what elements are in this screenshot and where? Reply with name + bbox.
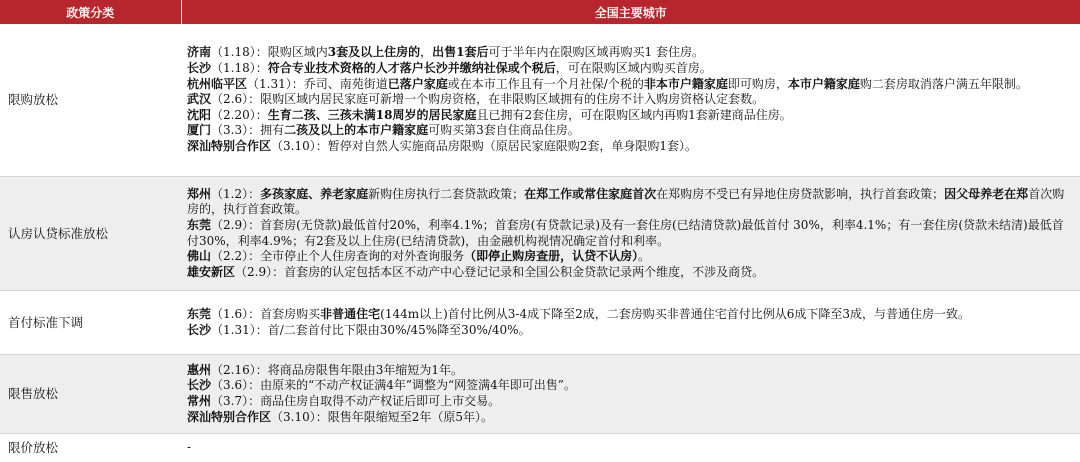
policy-highlight: 已落户家庭	[388, 77, 448, 91]
policy-line	[187, 440, 1074, 456]
policy-highlight: 非普通住宅	[320, 307, 380, 321]
policy-highlight: 在郑工作或常住家庭首次	[524, 187, 656, 201]
header-major-cities: 全国主要城市	[181, 0, 1080, 24]
city-name: 长沙	[187, 61, 211, 75]
city-name: 济南	[187, 45, 211, 59]
city-name: 东莞	[187, 218, 211, 232]
policy-highlight: 生育二孩、三孩未满18周岁的居民家庭	[268, 108, 477, 122]
city-name: 厦门	[187, 123, 211, 137]
content-cell	[181, 291, 1080, 355]
policy-date: （1.18）：	[211, 61, 268, 75]
policy-highlight: 3套及以上住房的	[328, 45, 420, 59]
policy-date: （2.2）：	[211, 249, 260, 263]
policy-text: 全市停止个人住房查询的对外查询服务	[260, 249, 464, 263]
table-row-down-payment	[0, 291, 1080, 355]
policy-highlight: 多孩家庭、养老家庭	[260, 187, 368, 201]
policy-text: 将商品房限售年限由3年缩短为1年。	[268, 363, 463, 377]
policy-line	[187, 139, 1074, 155]
policy-line	[187, 187, 1074, 218]
table-row-sale-restriction	[0, 355, 1080, 434]
policy-text: 可购买第3套自住商品住房。	[428, 123, 580, 137]
policy-date: （2.9）：	[211, 218, 260, 232]
policy-text: 首套房(无贷款)最低首付20%，利率4.1%；首套房(有贷款记录)及有一套住房(已结清贷款)最低首付 30%，利率4.1%；有一套住房(贷款未结清)最低首付30%，利率4.9%；有2套及以上住房(已结清贷款)，由金融机构视情况确定首付和利率。	[187, 218, 1064, 248]
policy-date: （1.18）：	[211, 45, 268, 59]
city-name: 杭州临平区	[187, 77, 247, 91]
policy-line	[187, 123, 1074, 139]
policy-text: 乔司、南苑街道	[304, 77, 388, 91]
policy-line	[187, 249, 1074, 265]
policy-line	[187, 363, 1074, 379]
policy-text: 商品住房自取得不动产权证后即可上市交易。	[260, 394, 500, 408]
city-name: 雄安新区	[187, 265, 235, 279]
content-cell	[181, 355, 1080, 434]
policy-text: 即可购房，	[728, 77, 788, 91]
policy-date: （2.9）：	[235, 265, 284, 279]
policy-line	[187, 307, 1074, 323]
policy-line	[187, 410, 1074, 426]
policy-line	[187, 45, 1074, 61]
policy-text: 或在本市工作且有一个月社保/个税的	[448, 77, 644, 91]
category-cell: 首付标准下调	[0, 291, 181, 355]
policy-line	[187, 108, 1074, 124]
city-name: 深汕特别合作区	[187, 139, 271, 153]
policy-highlight: 本市户籍家庭	[788, 77, 860, 91]
policy-date: （3.10）：	[271, 410, 328, 424]
policy-highlight: 二孩及以上的本市户籍家庭	[284, 123, 428, 137]
table-row-purchase-restriction	[0, 24, 1080, 177]
policy-text: 。	[638, 249, 650, 263]
policy-text: 由原来的“不动产权证满4年”调整为“网签满4年即可出售”。	[260, 378, 576, 392]
policy-text: 购二套房取消落户满五年限制。	[860, 77, 1028, 91]
city-name: 常州	[187, 394, 211, 408]
policy-line	[187, 61, 1074, 77]
policy-highlight: 非本市户籍家庭	[644, 77, 728, 91]
policy-text: 且已拥有2套住房，可在限购区域内再购1套新建商品住房。	[476, 108, 791, 122]
city-name: 深汕特别合作区	[187, 410, 271, 424]
policy-date: （1.31）：	[211, 323, 268, 337]
policy-line	[187, 265, 1074, 281]
category-cell: 限购放松	[0, 24, 181, 177]
policy-date: （3.10）：	[271, 139, 328, 153]
city-name: 长沙	[187, 378, 211, 392]
policy-text: 拥有	[260, 123, 284, 137]
policy-date: （2.6）：	[211, 92, 260, 106]
policy-text: 暂停对自然人实施商品房限购（原居民家庭限购2套，单身限购1套）。	[328, 139, 697, 153]
policy-text: 首次购房的，执行首套政策。	[187, 187, 1064, 217]
policy-text: -	[187, 440, 191, 454]
table-header-row	[0, 0, 1080, 24]
content-cell	[181, 434, 1080, 462]
policy-text: 新购住房执行二套贷款政策；	[368, 187, 524, 201]
header-policy-category: 政策分类	[0, 0, 181, 24]
policy-text: 可于半年内在限购区域再购买1 套住房。	[489, 45, 704, 59]
table-row-price-restriction	[0, 434, 1080, 462]
policy-text: 限购区域内	[268, 45, 328, 59]
city-name: 郑州	[187, 187, 211, 201]
city-name: 东莞	[187, 307, 211, 321]
policy-text: 在郑购房不受已有异地住房贷款影响，执行首套政策；	[656, 187, 944, 201]
policy-text: ，可在限购区域内购买首房。	[556, 61, 712, 75]
policy-text: 限购区域内居民家庭可新增一个购房资格，在非限购区域拥有的住房不计入购房资格认定套数。	[260, 92, 764, 106]
policy-highlight: 因父母养老在郑	[944, 187, 1028, 201]
category-cell: 限价放松	[0, 434, 181, 462]
policy-text: 首套房购买	[260, 307, 320, 321]
policy-date: （2.20）：	[211, 108, 268, 122]
policy-line	[187, 394, 1074, 410]
content-cell	[181, 24, 1080, 177]
policy-text: 首套房的认定包括本区不动产中心登记记录和全国公积金贷款记录两个维度，不涉及商贷。	[284, 265, 764, 279]
policy-line	[187, 77, 1074, 93]
policy-highlight: 出售1套后	[432, 45, 488, 59]
policy-text: 首/二套首付比下限由30%/45%降至30%/40%。	[268, 323, 531, 337]
city-name: 沈阳	[187, 108, 211, 122]
policy-line	[187, 218, 1074, 249]
content-cell	[181, 177, 1080, 291]
policy-line	[187, 378, 1074, 394]
policy-text: 限售年限缩短至2年（原5年）。	[328, 410, 493, 424]
policy-date: （2.16）：	[211, 363, 268, 377]
policy-line	[187, 323, 1074, 339]
policy-highlight: 符合专业技术资格的人才落户长沙并缴纳社保或个税后	[268, 61, 556, 75]
policy-date: （3.6）：	[211, 378, 260, 392]
policy-date: （1.6）：	[211, 307, 260, 321]
policy-date: （1.2）：	[211, 187, 260, 201]
policy-text: (144m以上)首付比例从3-4成下降至2成，二套房购买非普通住宅首付比例从6成下降至3成，与普通住房一致。	[380, 307, 970, 321]
city-name: 长沙	[187, 323, 211, 337]
city-name: 佛山	[187, 249, 211, 263]
policy-line	[187, 92, 1074, 108]
policy-date: （1.31）：	[247, 77, 304, 91]
city-name: 武汉	[187, 92, 211, 106]
category-cell: 认房认贷标准放松	[0, 177, 181, 291]
city-name: 惠州	[187, 363, 211, 377]
policy-date: （3.3）：	[211, 123, 260, 137]
policy-date: （3.7）：	[211, 394, 260, 408]
category-cell: 限售放松	[0, 355, 181, 434]
policy-highlight: （即停止购房查册，认贷不认房）	[464, 249, 638, 263]
policy-text: ，	[420, 45, 432, 59]
table-row-mortgage-recognition	[0, 177, 1080, 291]
